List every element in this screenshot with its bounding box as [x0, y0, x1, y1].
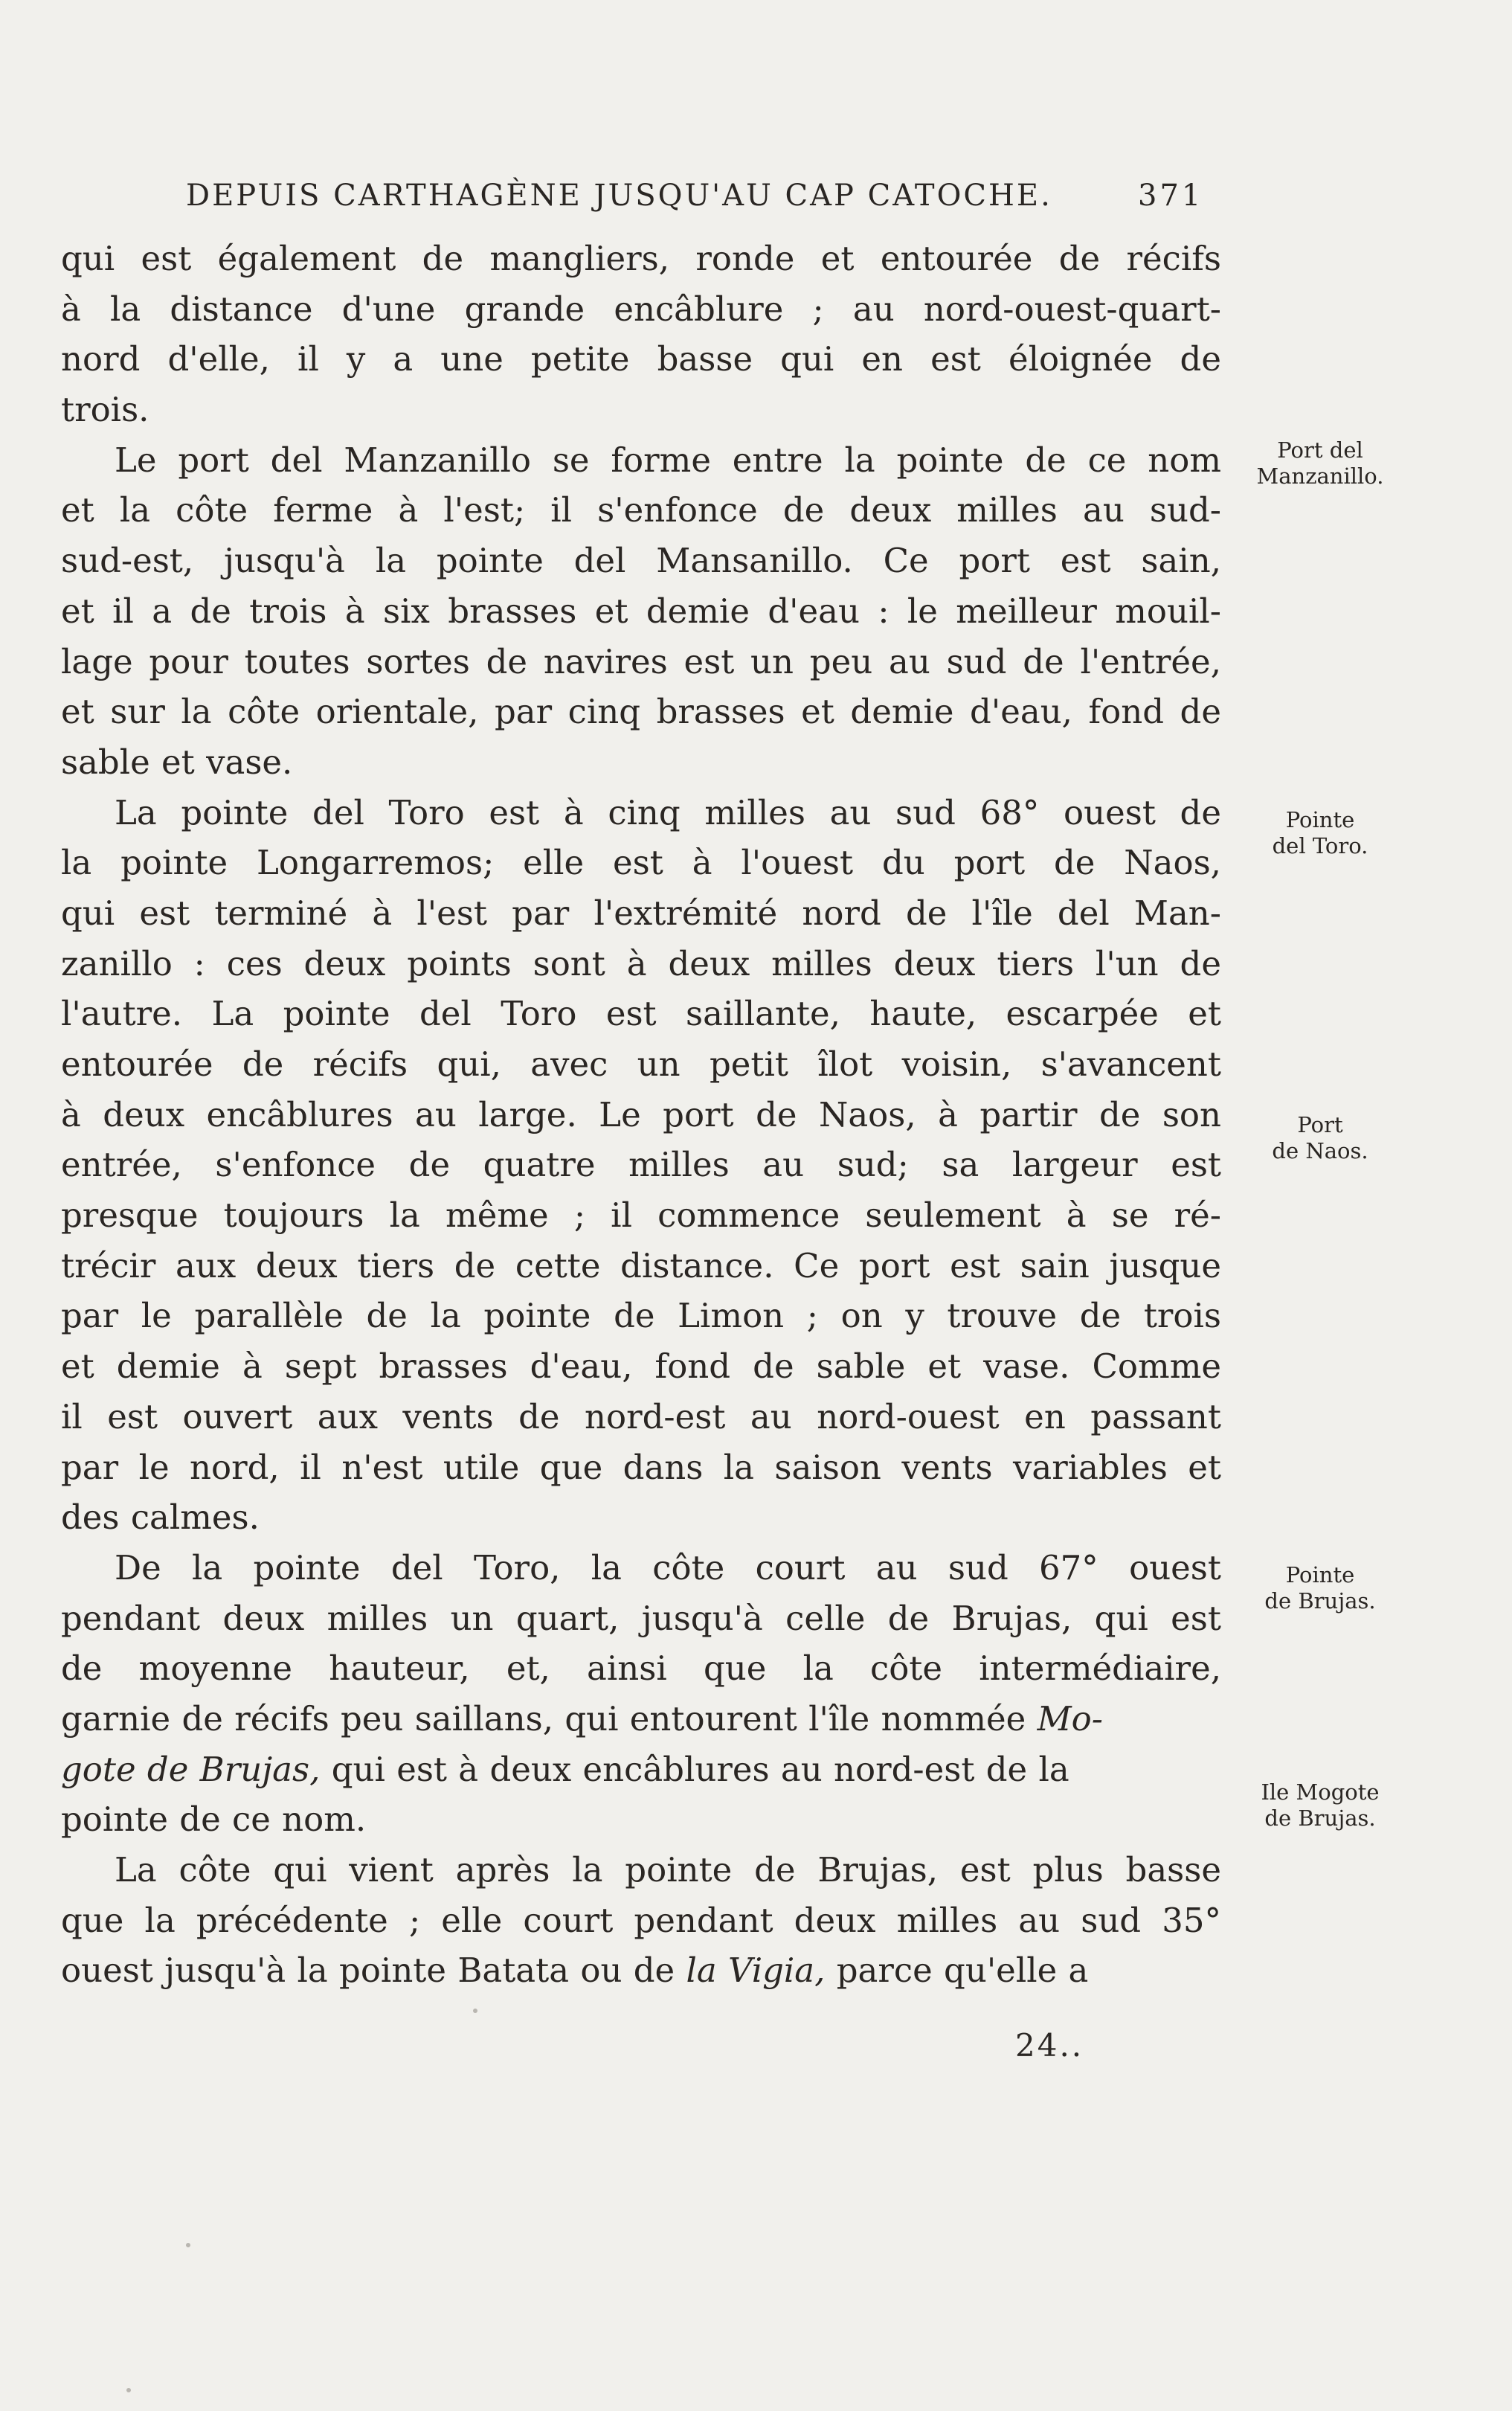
sidenote-line: de Naos.	[1272, 1138, 1368, 1163]
body-line	[61, 1744, 1221, 1795]
body-line: trécir aux deux tiers de cette distance. Ce port est sain jusque	[61, 1245, 1221, 1285]
body-line: qui est également de mangliers, ronde et entourée de récifs	[61, 239, 1221, 278]
body-line: et sur la côte orientale, par cinq brasses et demie d'eau, fond de	[61, 692, 1221, 732]
body-line: à deux encâblures au large. Le port de Naos, à partir de son	[61, 1094, 1221, 1134]
sidenote-ile-mogote-de-brujas	[1238, 1779, 1402, 1831]
body-line-text: qui est à deux encâblures au nord-est de la	[320, 1749, 1069, 1789]
body-line	[61, 1694, 1221, 1744]
body-line: et demie à sept brasses d'eau, fond de sable et vase. Comme	[61, 1346, 1221, 1387]
body-line: entrée, s'enfonce de quatre milles au sud; sa largeur est	[61, 1145, 1221, 1185]
running-head-title: DEPUIS CARTHAGÈNE JUSQU'AU CAP CATOCHE.	[186, 179, 1052, 213]
body-line: La pointe del Toro est à cinq milles au sud 68° ouest de	[115, 792, 1221, 832]
sidenote-port-de-naos	[1238, 1112, 1402, 1164]
body-line: Le port del Manzanillo se forme entre la pointe de ce nom	[115, 440, 1221, 480]
body-line: De la pointe del Toro, la côte court au sud 67° ouest	[115, 1547, 1221, 1587]
sidenote-line: de Brujas.	[1264, 1588, 1376, 1614]
sidenote-line: del Toro.	[1272, 833, 1368, 858]
running-head	[186, 179, 1227, 213]
body-line: que la précédente ; elle court pendant deux milles au sud 35°	[61, 1900, 1221, 1940]
body-line: par le nord, il n'est utile que dans la saison vents variables et	[61, 1447, 1221, 1487]
sidenote-line: Manzanillo.	[1256, 463, 1384, 489]
body-line: des calmes.	[61, 1497, 260, 1538]
sidenote-line: Ile Mogote	[1261, 1779, 1380, 1805]
body-line: à la distance d'une grande encâblure ; au nord-ouest-quart-	[61, 289, 1221, 329]
body-line: sud-est, jusqu'à la pointe del Mansanillo. Ce port est sain,	[61, 541, 1221, 581]
body-line: trois.	[61, 390, 149, 430]
page-number: 371	[1138, 179, 1204, 213]
body-line: La côte qui vient après la pointe de Brujas, est plus basse	[115, 1850, 1221, 1890]
italic-place-name: gote de Brujas,	[61, 1749, 321, 1789]
body-line: la pointe Longarremos; elle est à l'ouest du port de Naos,	[61, 843, 1221, 883]
body-line-text: garnie de récifs peu saillans, qui entourent l'île nommée	[61, 1698, 1026, 1739]
body-line-text: ouest jusqu'à la pointe Batata ou de	[61, 1951, 686, 1991]
sidenote-port-del-manzanillo	[1238, 437, 1402, 489]
body-line: presque toujours la même ; il commence seulement à se ré-	[61, 1195, 1221, 1236]
sidenote-pointe-del-toro	[1238, 807, 1402, 859]
body-text	[61, 234, 1221, 1996]
body-line: nord d'elle, il y a une petite basse qui en est éloignée de	[61, 339, 1221, 379]
signature-mark: 24..	[1015, 2027, 1084, 2064]
body-line: zanillo : ces deux points sont à deux milles deux tiers l'un de	[61, 943, 1221, 983]
body-line: sable et vase.	[61, 742, 293, 782]
body-line: pointe de ce nom.	[61, 1800, 367, 1840]
italic-place-name: la Vigia,	[686, 1951, 826, 1991]
body-line: par le parallèle de la pointe de Limon ; on y trouve de trois	[61, 1296, 1221, 1336]
sidenote-pointe-de-brujas	[1238, 1562, 1402, 1614]
sidenote-line: Port del	[1277, 437, 1363, 463]
body-line: il est ouvert aux vents de nord-est au nord-ouest en passant	[61, 1396, 1221, 1436]
body-line: entourée de récifs qui, avec un petit îlot voisin, s'avancent	[61, 1044, 1221, 1085]
paper-speck	[186, 2243, 190, 2247]
body-line: et il a de trois à six brasses et demie d'eau : le meilleur mouil-	[61, 591, 1221, 631]
body-line-text: parce qu'elle a	[825, 1951, 1089, 1991]
sidenote-line: Pointe	[1285, 1562, 1355, 1587]
body-line: lage pour toutes sortes de navires est un peu au sud de l'entrée,	[61, 641, 1221, 681]
body-line: l'autre. La pointe del Toro est saillante, haute, escarpée et	[61, 994, 1221, 1034]
sidenote-line: Port	[1297, 1112, 1343, 1137]
paper-speck	[473, 2009, 477, 2013]
body-line	[61, 1945, 1221, 1996]
body-line: de moyenne hauteur, et, ainsi que la côte intermédiaire,	[61, 1648, 1221, 1689]
body-line: pendant deux milles un quart, jusqu'à celle de Brujas, qui est	[61, 1598, 1221, 1638]
sidenote-line: de Brujas.	[1264, 1805, 1376, 1831]
sidenote-line: Pointe	[1285, 807, 1355, 832]
body-line: et la côte ferme à l'est; il s'enfonce de deux milles au sud-	[61, 490, 1221, 530]
paper-speck	[126, 2388, 131, 2392]
body-line: qui est terminé à l'est par l'extrémité nord de l'île del Man-	[61, 893, 1221, 933]
italic-place-name: Mo-	[1037, 1698, 1103, 1739]
